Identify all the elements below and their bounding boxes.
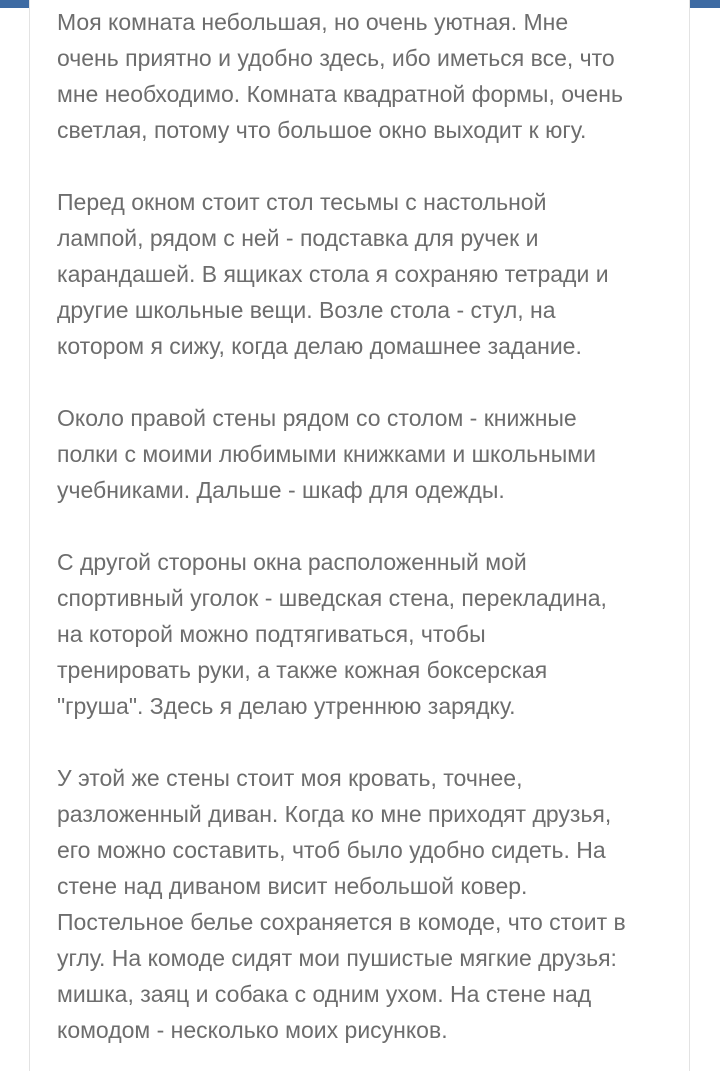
paragraph-spacer bbox=[57, 724, 687, 760]
text-line: лампой, рядом с ней - подставка для ручек и bbox=[57, 225, 539, 251]
paragraph-3 bbox=[57, 400, 687, 508]
paragraph-spacer bbox=[57, 364, 687, 400]
text-line: Перед окном стоит стол тесьмы с настольной bbox=[57, 189, 547, 215]
text-line: очень приятно и удобно здесь, ибо иметься все, что bbox=[57, 45, 615, 71]
text-line: Постельное белье сохраняется в комоде, что стоит в bbox=[57, 909, 626, 935]
text-line: котором я сижу, когда делаю домашнее задание. bbox=[57, 333, 582, 359]
text-line: комодом - несколько моих рисунков. bbox=[57, 1017, 448, 1043]
paragraph-spacer bbox=[57, 508, 687, 544]
text-line: полки с моими любимыми книжками и школьными bbox=[57, 441, 596, 467]
text-line: карандашей. В ящиках стола я сохраняю тетради и bbox=[57, 261, 609, 287]
text-line: мишка, заяц и собака с одним ухом. На стене над bbox=[57, 981, 592, 1007]
paragraph-1 bbox=[57, 4, 687, 148]
text-line: его можно составить, чтоб было удобно сидеть. На bbox=[57, 837, 606, 863]
text-line: углу. На комоде сидят мои пушистые мягкие друзья: bbox=[57, 945, 617, 971]
text-line: тренировать руки, а также кожная боксерская bbox=[57, 657, 548, 683]
paragraph-spacer bbox=[57, 148, 687, 184]
text-line: У этой же стены стоит моя кровать, точнее, bbox=[57, 765, 523, 791]
text-line: учебниками. Дальше - шкаф для одежды. bbox=[57, 477, 505, 503]
answer-text bbox=[57, 4, 687, 1048]
paragraph-2 bbox=[57, 184, 687, 364]
text-line: "груша". Здесь я делаю утреннюю зарядку. bbox=[57, 693, 516, 719]
text-line: Около правой стены рядом со столом - книжные bbox=[57, 405, 577, 431]
text-line: на которой можно подтягиваться, чтобы bbox=[57, 621, 486, 647]
text-line: стене над диваном висит небольшой ковер. bbox=[57, 873, 528, 899]
text-line: разложенный диван. Когда ко мне приходят друзья, bbox=[57, 801, 612, 827]
text-line: другие школьные вещи. Возле стола - стул, на bbox=[57, 297, 556, 323]
text-line: спортивный уголок - шведская стена, перекладина, bbox=[57, 585, 607, 611]
text-line: Моя комната небольшая, но очень уютная. Мне bbox=[57, 9, 569, 35]
text-line: мне необходимо. Комната квадратной формы, очень bbox=[57, 81, 623, 107]
text-line: светлая, потому что большое окно выходит к югу. bbox=[57, 117, 587, 143]
text-line: С другой стороны окна расположенный мой bbox=[57, 549, 527, 575]
paragraph-4 bbox=[57, 544, 687, 724]
paragraph-5 bbox=[57, 760, 687, 1048]
